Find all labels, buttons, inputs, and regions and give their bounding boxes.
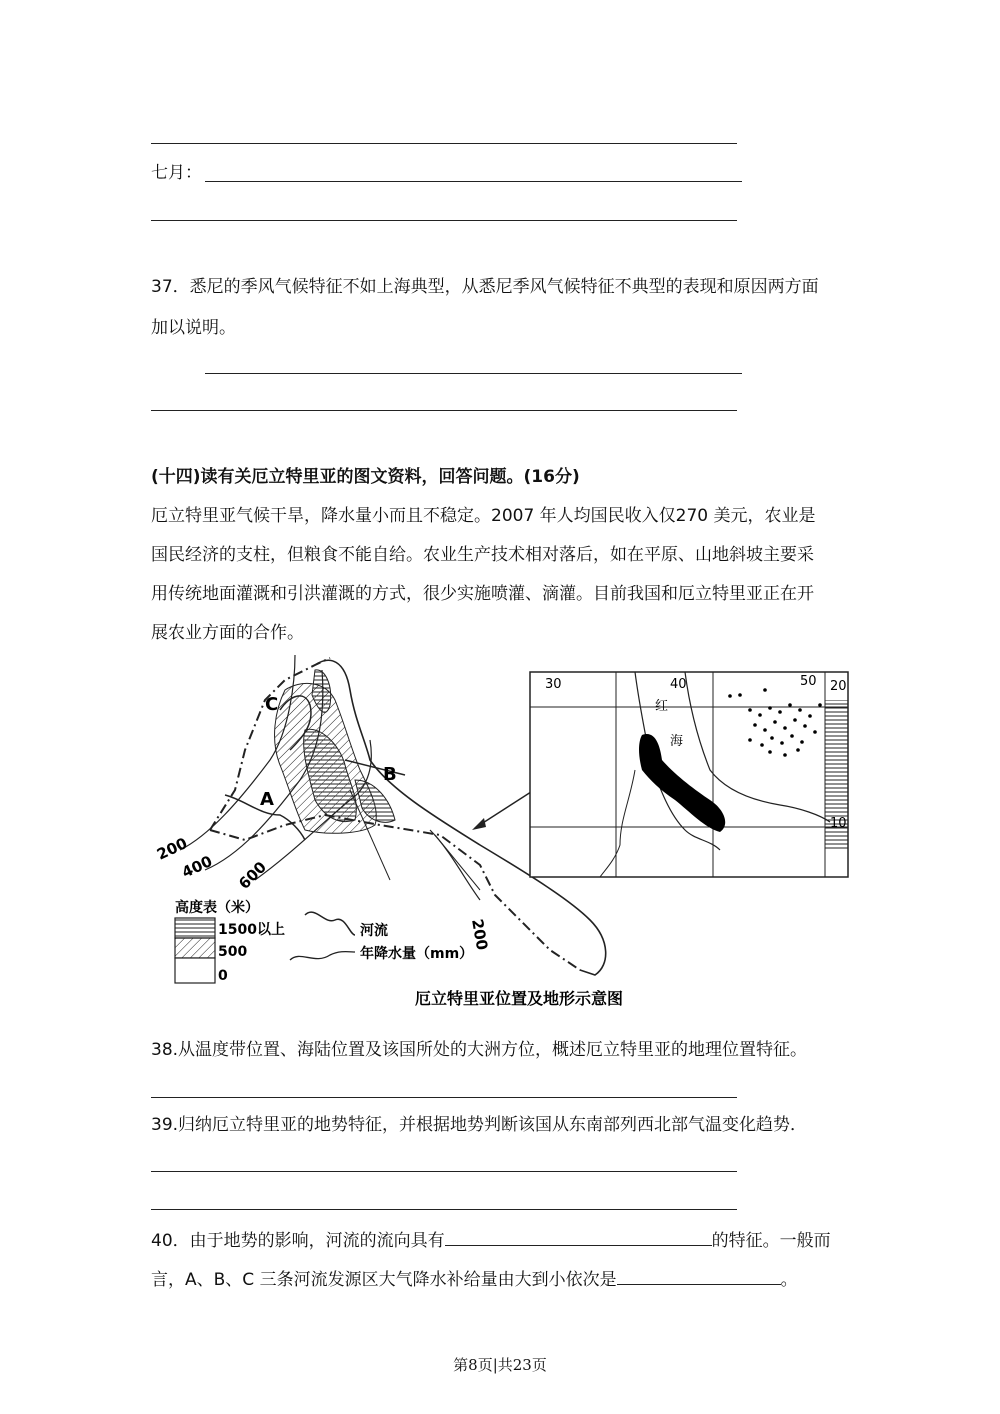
q40-blank-1[interactable] [445,1229,712,1246]
q40-blank-2[interactable] [617,1268,781,1285]
answer-line [151,1209,737,1210]
isohyet-label-600: 600 [235,857,270,893]
q39-text: 39.归纳厄立特里亚的地势特征，并根据地势判断该国从东南部列西北部气温变化趋势． [151,1115,808,1135]
inset-lon-30: 30 [545,677,562,692]
legend-rainfall-symbol [290,952,355,960]
map-legend [175,899,473,984]
july-label: 七月： [151,163,202,183]
answer-line [151,410,737,411]
legend-level-0: 0 [218,968,228,984]
answer-line [151,220,737,221]
intro-line-3: 用传统地面灌溉和引洪灌溉的方式，很少实施喷灌、滴灌。目前我国和厄立特里亚正在开 [151,584,814,604]
page-footer: 第8页|共23页 [453,1356,547,1374]
q40-line1 [151,1229,831,1251]
inset-sea-char-1: 红 [655,699,669,714]
intro-line-1: 厄立特里亚气候干旱，降水量小而且不稳定。2007 年人均国民收入仅270 美元，农业是 [151,506,816,526]
eritrea-map-figure [150,650,860,1015]
section-heading: (十四)读有关厄立特里亚的图文资料，回答问题。(16分) [151,467,580,487]
q40-part4: 。 [780,1270,798,1290]
q37-line1: 37．悉尼的季风气候特征不如上海典型，从悉尼季风气候特征不典型的表现和原因两方面 [151,277,819,297]
intro-line-2: 国民经济的支柱，但粮食不能自给。农业生产技术相对落后，如在平原、山地斜坡主要采 [151,545,814,565]
isohyet-label-200: 200 [154,834,191,864]
inset-lon-40: 40 [670,677,687,692]
inset-map [530,672,848,877]
answer-line [151,1171,737,1172]
answer-line [151,1097,737,1098]
inset-lon-50: 50 [800,674,817,689]
legend-river-symbol [305,912,355,935]
isohyet-label-200-east: 200 [468,917,492,952]
legend-river-label: 河流 [360,923,388,939]
label-b: B [383,764,397,785]
q40-line2 [151,1268,798,1290]
label-a: A [260,789,274,810]
map-caption: 厄立特里亚位置及地形示意图 [415,989,624,1008]
q38-text: 38.从温度带位置、海陆位置及该国所处的大洲方位，概述厄立特里亚的地理位置特征。 [151,1040,808,1060]
answer-line [151,143,737,144]
label-c: C [265,694,279,715]
legend-rainfall-label: 年降水量（mm） [360,946,474,962]
q37-line2: 加以说明。 [151,318,236,338]
answer-line [205,181,742,182]
legend-title: 高度表（米） [175,900,259,916]
q40-part1: 40．由于地势的影响，河流的流向具有 [151,1231,445,1251]
q40-part3: 言，A、B、C 三条河流发源区大气降水补给量由大到小依次是 [151,1270,617,1290]
inset-sea-char-2: 海 [670,734,684,749]
arrow-head [472,818,486,830]
inset-lat-20: 20 [830,679,847,694]
intro-line-4: 展农业方面的合作。 [151,623,304,643]
answer-line [205,373,742,374]
q40-part2: 的特征。一般而 [711,1231,831,1251]
isohyet-label-400: 400 [179,852,216,882]
legend-level-1500: 1500以上 [218,922,285,938]
legend-level-500: 500 [218,944,248,960]
inset-lat-10: 10 [830,816,847,831]
